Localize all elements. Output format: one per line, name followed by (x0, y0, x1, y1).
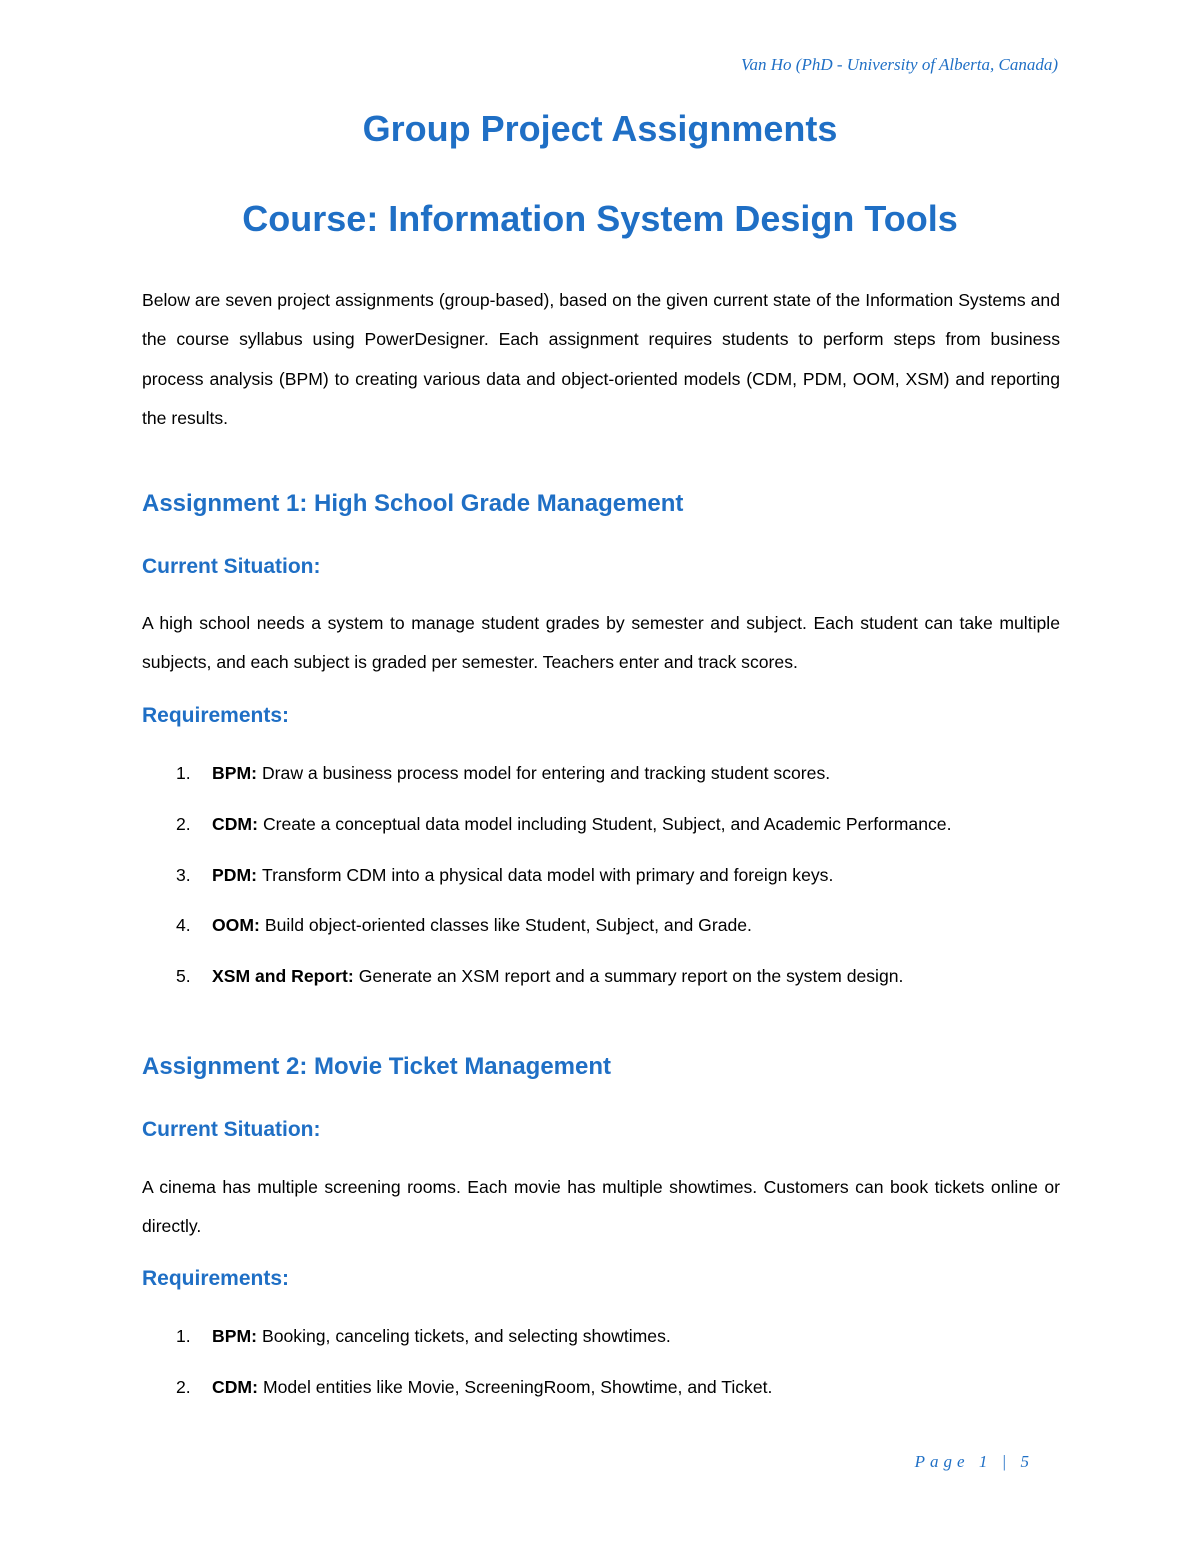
requirement-number: 3. (176, 864, 191, 885)
requirement-text: Generate an XSM report and a summary report on the system design. (358, 966, 904, 987)
document-title: Group Project Assignments (362, 108, 838, 149)
requirement-term: BPM: (212, 1326, 257, 1346)
assignment-1-situation: A high school needs a system to manage student grades by semester and subject. Each student can take multiple subjects, and each subject is graded per semester. Teachers enter and track scores. (142, 613, 1060, 672)
page-header-author: Van Ho (PhD - University of Alberta, Canada) (741, 55, 1058, 74)
assignment-1-requirements-label: Requirements: (142, 704, 290, 727)
assignment-1-situation-label: Current Situation: (142, 555, 321, 578)
requirement-item (142, 864, 1060, 915)
requirement-text: Transform CDM into a physical data model with primary and foreign keys. (261, 864, 834, 885)
requirement-text: Model entities like Movie, ScreeningRoom, Showtime, and Ticket. (262, 1376, 773, 1397)
requirement-item (142, 1325, 1060, 1376)
requirement-number: 1. (176, 1326, 191, 1346)
course-title: Course: Information System Design Tools (242, 198, 958, 239)
requirement-number: 4. (176, 915, 191, 936)
requirement-item (142, 965, 1060, 1016)
requirement-item (142, 1376, 1060, 1427)
requirement-item (142, 914, 1060, 965)
requirement-number: 5. (176, 966, 191, 987)
assignment-2-requirements (142, 1325, 1060, 1427)
requirement-item (142, 813, 1060, 864)
requirement-term: XSM and Report: (212, 966, 354, 987)
requirement-number: 2. (176, 813, 191, 834)
requirement-text: Build object-oriented classes like Student, Subject, and Grade. (264, 915, 752, 936)
assignment-1-title: Assignment 1: High School Grade Management (142, 490, 684, 517)
requirement-term: CDM: (212, 1376, 258, 1397)
requirement-number: 2. (176, 1376, 191, 1397)
page-number: Page 1 | 5 (914, 1452, 1034, 1471)
requirement-text: Create a conceptual data model including Student, Subject, and Academic Performance. (262, 813, 952, 834)
requirement-term: OOM: (212, 915, 260, 936)
intro-paragraph: Below are seven project assignments (group-based), based on the given current state of the Information Systems and the course syllabus using PowerDesigner. Each assignment requires students to perform steps from business process analysis (BPM) to creating various data and object-oriented models (CDM, PDM, OOM, XSM) and reporting the results. (142, 290, 1060, 428)
requirement-text: Booking, canceling tickets, and selecting showtimes. (261, 1326, 671, 1346)
requirement-term: CDM: (212, 813, 258, 834)
requirement-number: 1. (176, 763, 191, 783)
assignment-2-title: Assignment 2: Movie Ticket Management (142, 1053, 612, 1080)
assignment-2-situation-label: Current Situation: (142, 1118, 321, 1141)
requirement-item (142, 762, 1060, 813)
requirement-term: BPM: (212, 763, 257, 783)
requirement-text: Draw a business process model for entering and tracking student scores. (261, 763, 831, 783)
assignment-2-situation: A cinema has multiple screening rooms. Each movie has multiple showtimes. Customers can book tickets online or directly. (142, 1177, 1060, 1236)
assignment-1-requirements (142, 762, 1060, 1016)
assignment-2-requirements-label: Requirements: (142, 1267, 290, 1290)
requirement-term: PDM: (212, 864, 257, 885)
